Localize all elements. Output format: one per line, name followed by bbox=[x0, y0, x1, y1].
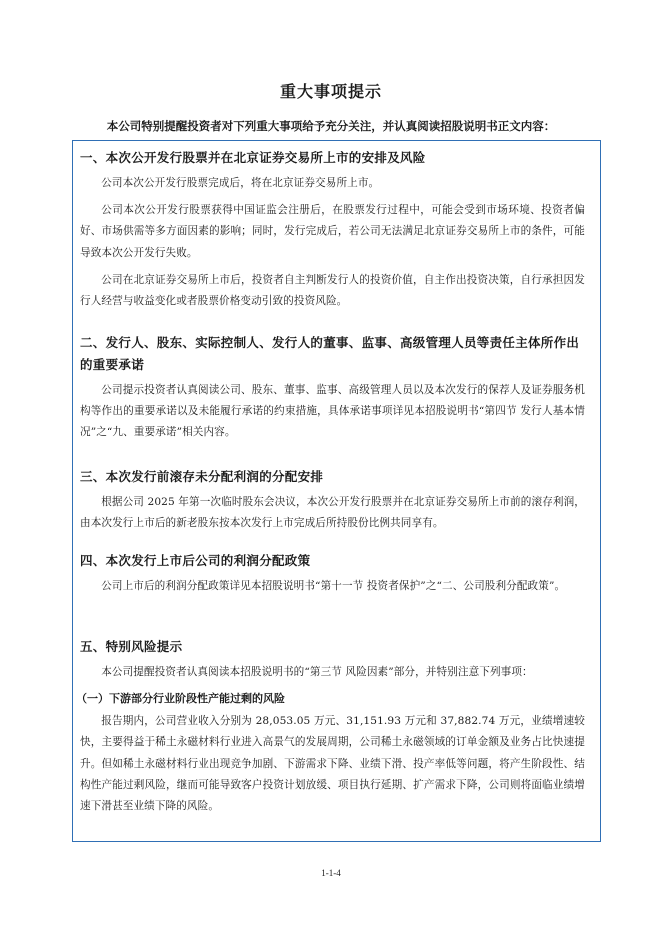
paragraph: 公司提示投资者认真阅读公司、股东、董事、监事、高级管理人员以及本次发行的保荐人及证券服务机构等作出的重要承诺以及未能履行承诺的约束措施，具体承诺事项详见本招股说明书“第四节 发行人基本情况”之“九、重要承诺”相关内容。 bbox=[80, 384, 585, 439]
paragraph: 本公司提醒投资者认真阅读本招股说明书的“第三节 风险因素”部分，并特别注意下列事项： bbox=[101, 666, 533, 678]
section-heading: 三、本次发行前滚存未分配利润的分配安排 bbox=[80, 469, 324, 484]
section-2 bbox=[80, 332, 585, 444]
paragraph: 公司本次公开发行股票完成后，将在北京证券交易所上市。 bbox=[101, 177, 380, 189]
section-heading: 四、本次发行上市后公司的利润分配政策 bbox=[80, 553, 311, 568]
paragraph: 公司上市后的利润分配政策详见本招股说明书“第十一节 投资者保护”之“二、公司股利分配政策”。 bbox=[101, 580, 566, 592]
section-heading: 五、特别风险提示 bbox=[80, 639, 183, 654]
intro-text: 本公司特别提醒投资者对下列重大事项给予充分关注，并认真阅读招股说明书正文内容： bbox=[106, 119, 556, 133]
paragraph: 根据公司 2025 年第一次临时股东会决议，本次公开发行股票并在北京证券交易所上市前的滚存利润，由本次发行上市后的新老股东按本次发行上市完成后所持股份比例共同享有。 bbox=[80, 496, 585, 530]
section-heading: 二、发行人、股东、实际控制人、发行人的董事、监事、高级管理人员等责任主体所作出的重要承诺 bbox=[80, 335, 580, 372]
paragraph: 报告期内，公司营业收入分别为 28,053.05 万元、31,151.93 万元和 37,882.74 万元，业绩增速较快，主要得益于稀土永磁材料行业进入高景气的发展周期，公司稀土永磁领域的订单金额及业务占比快速提升。但如稀土永磁材料行业出现竞争加剧、下游需求下降、业绩下滑、投产率低等问题，将产生阶段性、结构性产能过剩风险，继而可能导致客户投资计划放缓、项目执行延期、扩产需求下降，公司则将面临业绩增速下滑甚至业绩下降的风险。 bbox=[80, 715, 585, 813]
section-3 bbox=[80, 466, 585, 534]
section-1 bbox=[80, 147, 585, 312]
subsection-heading: （一）下游部分行业阶段性产能过剩的风险 bbox=[76, 692, 285, 706]
section-4 bbox=[80, 550, 585, 597]
page-title: 重大事项提示 bbox=[279, 82, 382, 101]
paragraph: 公司在北京证券交易所上市后，投资者自主判断发行人的投资价值，自主作出投资决策，自行承担因发行人经营与收益变化或者股票价格变动引致的投资风险。 bbox=[80, 273, 585, 308]
section-5 bbox=[76, 636, 585, 817]
page-number: 1-1-4 bbox=[321, 868, 341, 878]
paragraph: 公司本次公开发行股票获得中国证监会注册后，在股票发行过程中，可能会受到市场环境、投资者偏好、市场供需等多方面因素的影响；同时，发行完成后，若公司无法满足北京证券交易所上市的条件，可能导致本次公开发行失败。 bbox=[80, 204, 585, 259]
section-heading: 一、本次公开发行股票并在北京证券交易所上市的安排及风险 bbox=[80, 150, 426, 165]
